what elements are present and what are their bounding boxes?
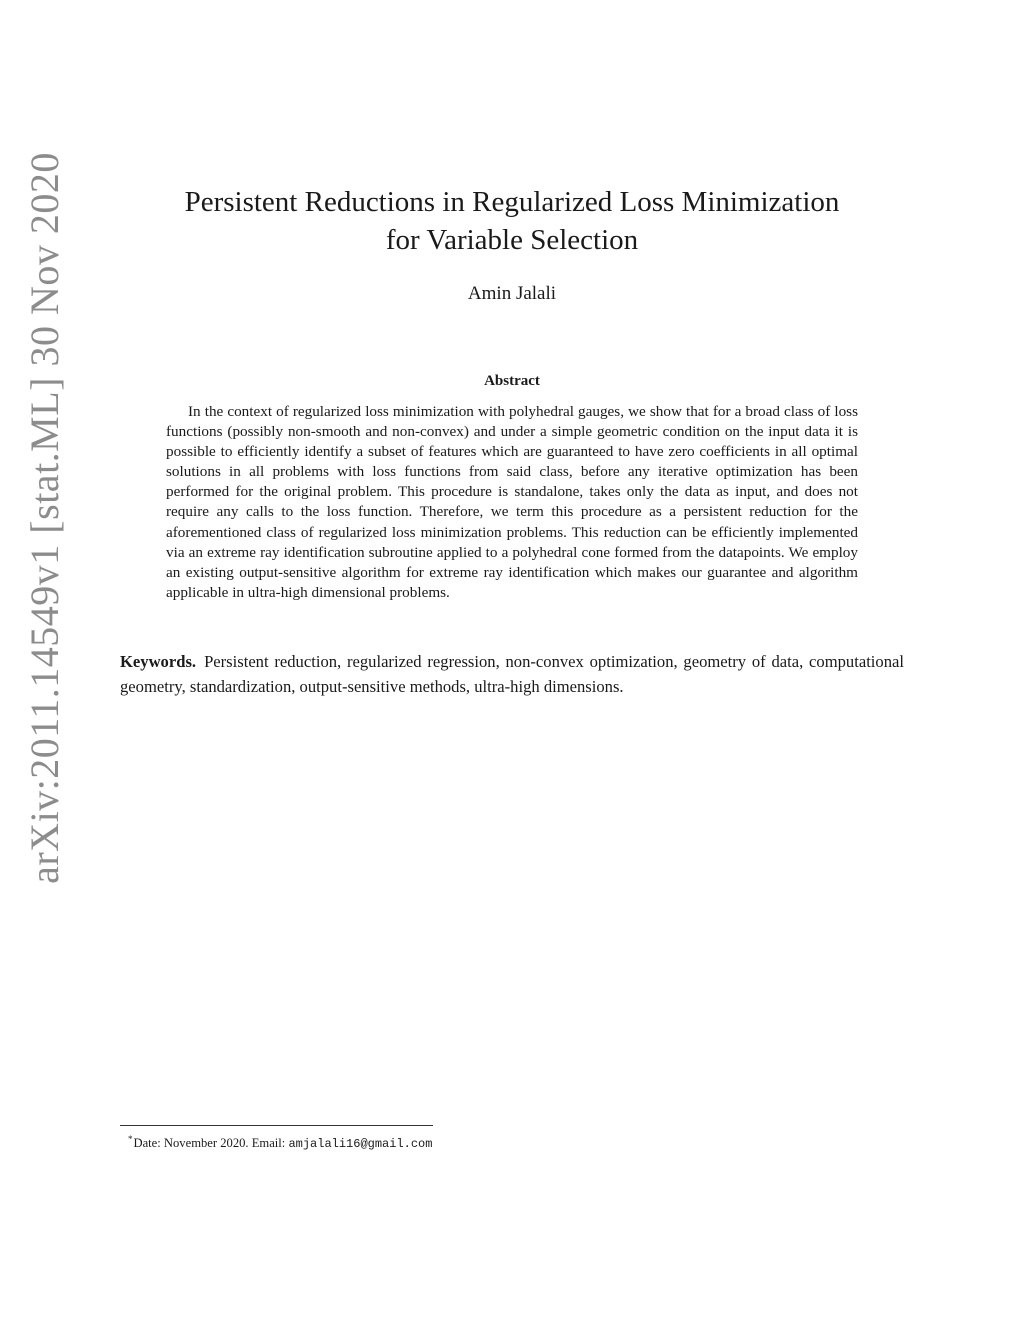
footnote-email: amjalali16@gmail.com bbox=[288, 1137, 433, 1151]
arxiv-identifier-stamp: arXiv:2011.14549v1 [stat.ML] 30 Nov 2020 bbox=[22, 152, 67, 884]
keywords-text: Persistent reduction, regularized regression, non-convex optimization, geometry of data, computational geometry, standardization, output-sensitive methods, ultra-high dimensions. bbox=[120, 652, 904, 696]
abstract-heading: Abstract bbox=[484, 373, 540, 389]
keywords-label: Keywords. bbox=[120, 652, 197, 671]
footnote-divider bbox=[120, 1125, 433, 1126]
footnote-text: Date: November 2020. Email: bbox=[133, 1136, 289, 1150]
author-name: Amin Jalali bbox=[467, 283, 557, 304]
paper-title-line-2: for Variable Selection bbox=[385, 224, 639, 256]
paper-title bbox=[120, 183, 904, 259]
footnote bbox=[128, 1130, 908, 1153]
keywords-paragraph bbox=[120, 649, 904, 699]
footnote-marker: * bbox=[128, 1134, 133, 1144]
paper-title-line-1: Persistent Reductions in Regularized Loss Minimization bbox=[184, 186, 840, 218]
abstract-body: In the context of regularized loss minimization with polyhedral gauges, we show that for a broad class of loss functions (possibly non-smooth and non-convex) and under a simple geometric condition on the input data it is possible to efficiently identify a subset of features which are guaranteed to have zero coefficients in all optimal solutions in all problems with loss functions from said class, before any iterative optimization has been performed for the original problem. This procedure is standalone, takes only the data as input, and does not require any calls to the loss function. Therefore, we term this procedure as a persistent reduction for the aforementioned class of regularized loss minimization problems. This reduction can be efficiently implemented via an extreme ray identification subroutine applied to a polyhedral cone formed from the datapoints. We employ an existing output-sensitive algorithm for extreme ray identification which makes our guarantee and algorithm applicable in ultra-high dimensional problems. bbox=[166, 403, 858, 601]
